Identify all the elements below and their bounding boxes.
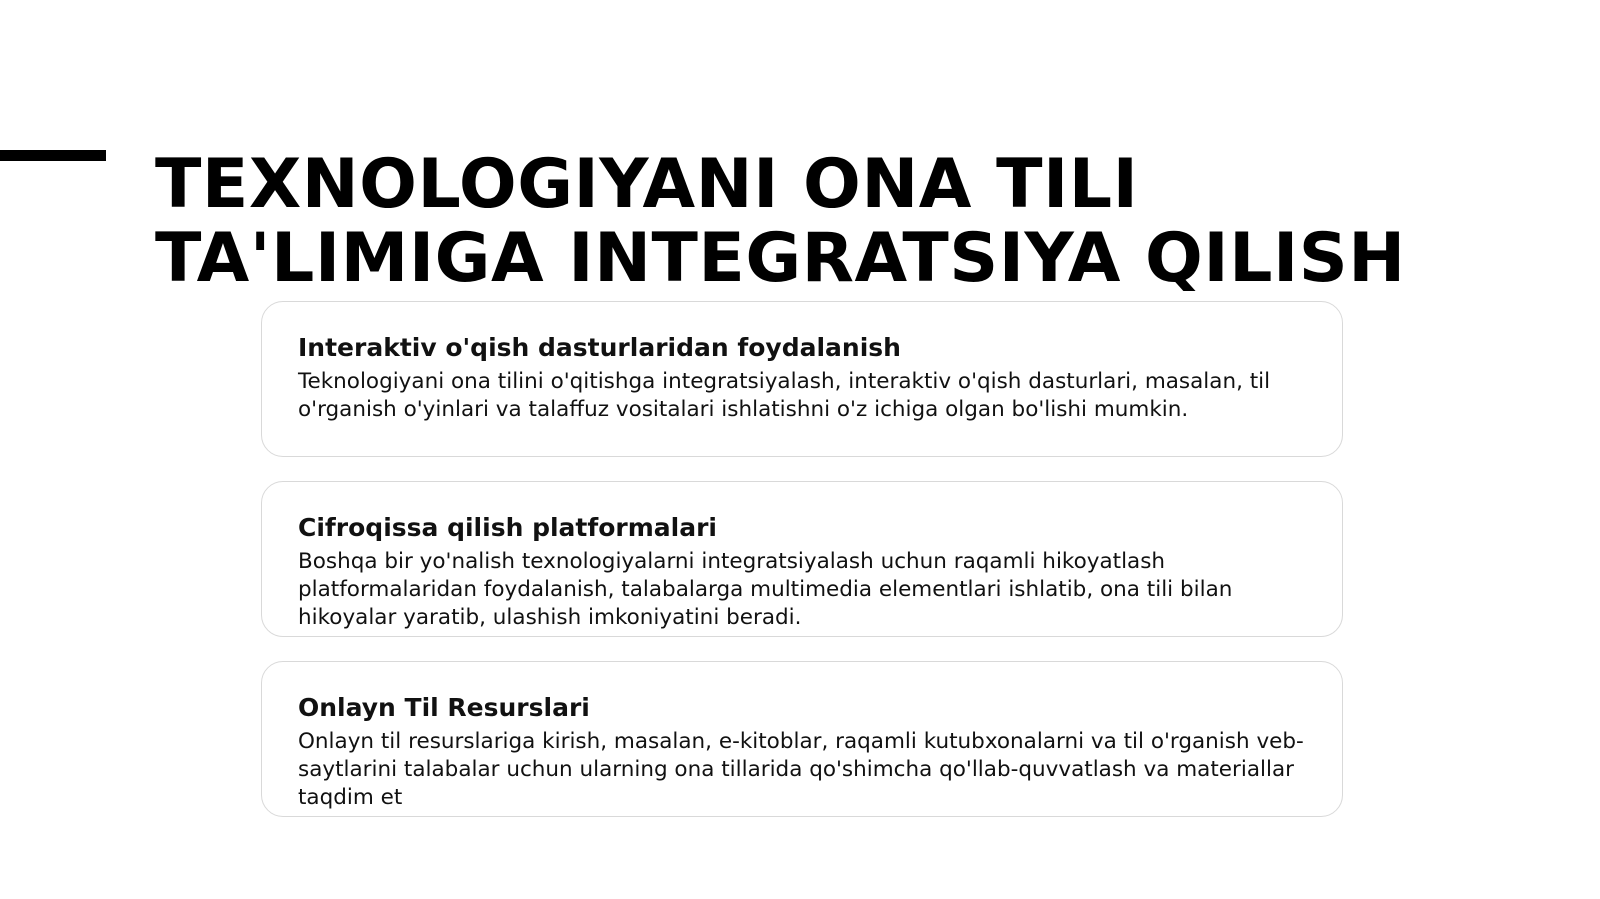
card-heading: Interaktiv o'qish dasturlaridan foydalanish (298, 333, 901, 362)
card-body-text: Teknologiyani ona tilini o'qitishga integratsiyalash, interaktiv o'qish dasturlari, masalan, til o'rganish o'yinlari va talaffuz vositalari ishlatishni o'z ichiga olgan bo'lishi mumkin. (298, 369, 1271, 422)
slide-title-line-2: TA'LIMIGA INTEGRATSIYA QILISH (155, 219, 1406, 298)
card-heading: Onlayn Til Resurslari (298, 693, 590, 722)
slide-title (155, 145, 1535, 298)
content-card-interactive-reading (261, 301, 1343, 457)
card-heading: Cifroqissa qilish platformalari (298, 513, 718, 542)
content-card-online-resources (261, 661, 1343, 817)
card-body-text: Boshqa bir yo'nalish texnologiyalarni integratsiyalash uchun raqamli hikoyatlash platformalaridan foydalanish, talabalarga multimedia elementlari ishlatib, ona tili bilan hikoyalar yaratib, ulashish imkoniyatini beradi. (298, 549, 1233, 630)
title-accent-bar (0, 150, 106, 161)
card-body-text: Onlayn til resurslariga kirish, masalan, e-kitoblar, raqamli kutubxonalarni va til o'rganish veb-saytlarini talabalar uchun ularning ona tillarida qo'shimcha qo'llab-quvvatlash va materiallar taqdim et (298, 729, 1304, 810)
slide-title-line-1: TEXNOLOGIYANI ONA TILI (155, 145, 1139, 224)
content-card-digital-storytelling (261, 481, 1343, 637)
